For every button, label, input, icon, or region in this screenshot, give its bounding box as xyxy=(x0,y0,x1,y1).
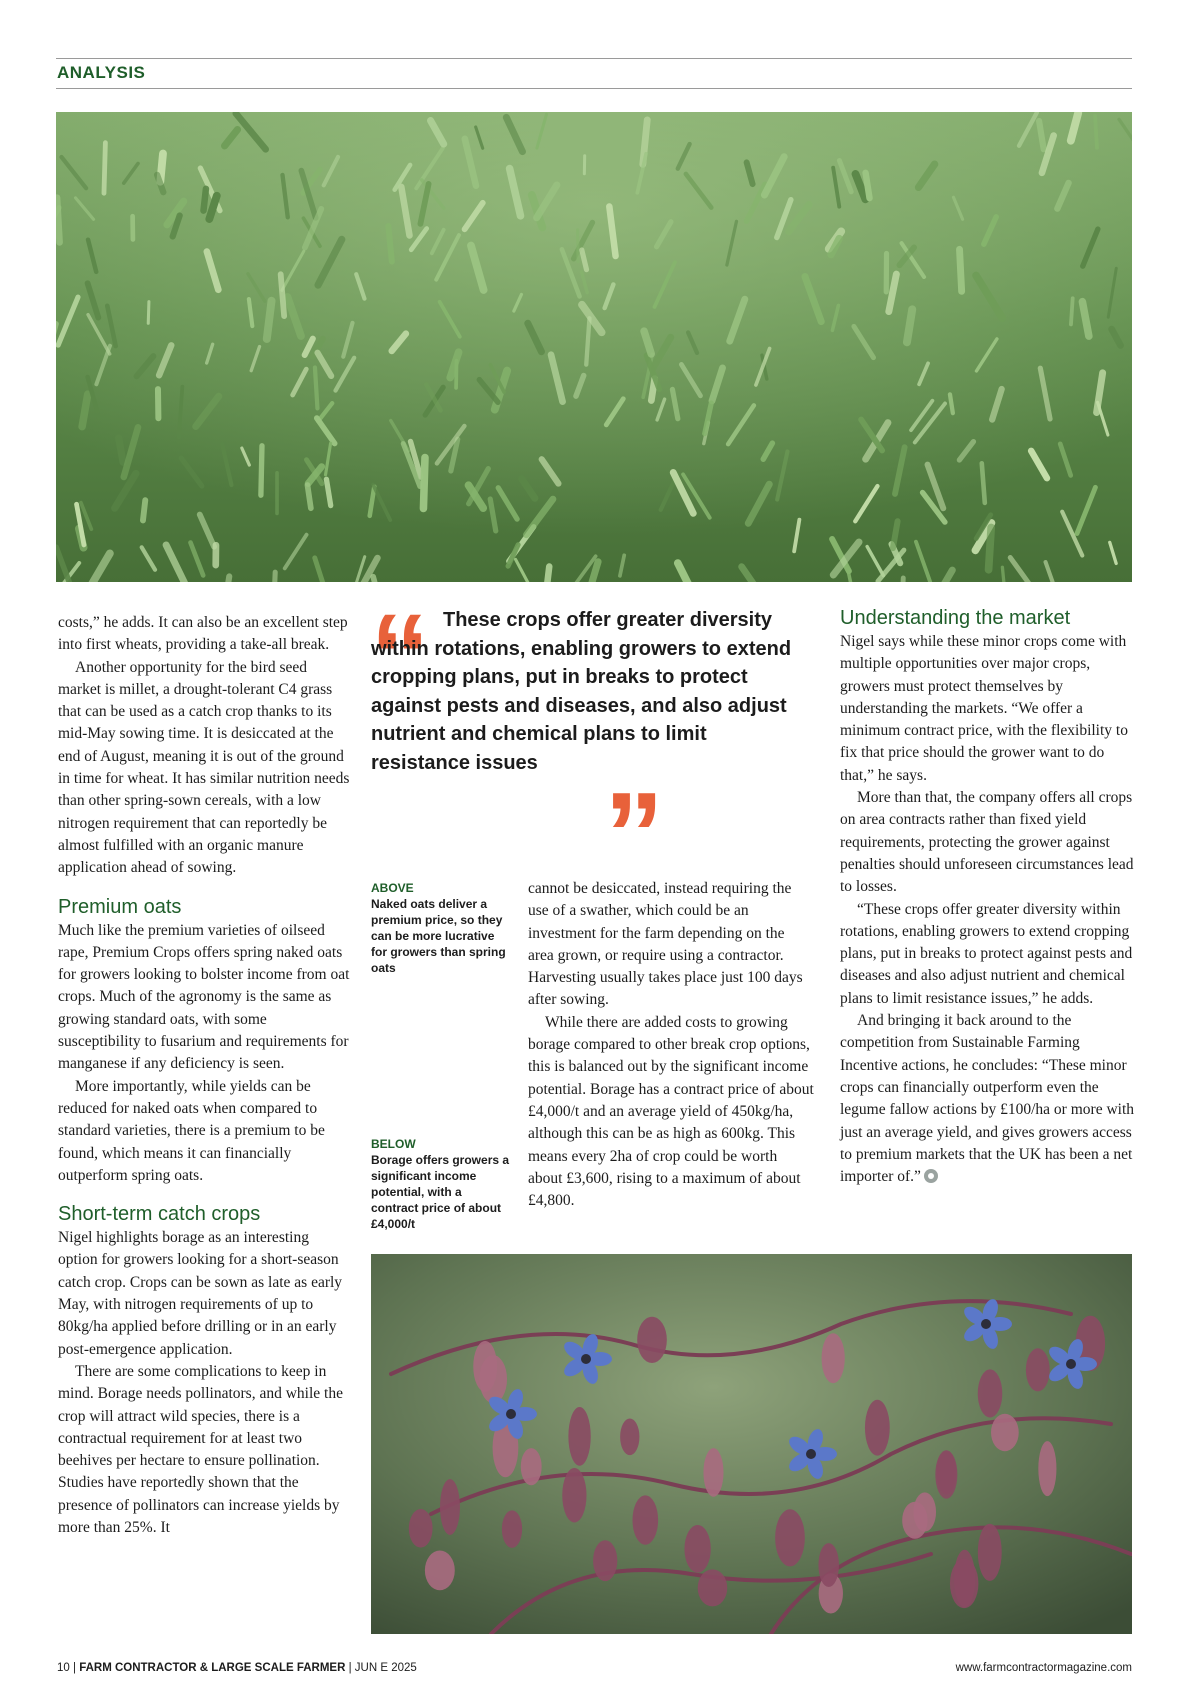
footer-separator: | xyxy=(345,1662,355,1674)
magazine-title: FARM CONTRACTOR & LARGE SCALE FARMER xyxy=(79,1662,346,1674)
body-paragraph: Much like the premium varieties of oilseed rape, Premium Crops offers spring naked oats for growers looking to bolster income from oat crops. Much of the agronomy is the same as growing standard oats, with some susceptibility to fusarium and requirements for manganese if any deficiency is seen. xyxy=(58,921,350,1073)
column-left xyxy=(58,612,350,1539)
footer-separator: | xyxy=(69,1662,80,1674)
body-paragraph: “These crops offer greater diversity within rotations, enabling growers to extend cropping plans, put in breaks to protect against pests and diseases and also adjust nutrient and chemical plans to limit resistance issues,” he adds. xyxy=(840,900,1133,1007)
page-number: 10 xyxy=(57,1662,70,1674)
body-paragraph: Nigel says while these minor crops come with multiple opportunities over major crops, growers must protect themselves by understanding the markets. “We offer a minimum contract price, with the flexibility to fix that price should the grower want to do that,” he says. xyxy=(840,633,1128,784)
caption-label: ABOVE xyxy=(371,881,414,895)
footer-left xyxy=(57,1662,417,1674)
footer-url: www.farmcontractormagazine.com xyxy=(955,1662,1132,1674)
subheading-premium-oats: Premium oats xyxy=(58,895,182,918)
body-paragraph: More importantly, while yields can be reduced for naked oats when compared to standard varieties, there is a premium to be found, which means it can financially outperform spring oats. xyxy=(58,1077,325,1184)
body-paragraph: Nigel highlights borage as an interesting option for growers looking for a short-season catch crop. Crops can be sown as late as early May, with nitrogen requirements of up to 80kg/ha applied before drilling or in an early post-emergence application. xyxy=(58,1229,343,1358)
body-paragraph: Another opportunity for the bird seed market is millet, a drought-tolerant C4 grass that can be used as a catch crop thanks to its mid-May sowing time. It is desiccated at the end of August, meaning it is out of the ground in time for wheat. It has similar nutrition needs than other spring-sown cereals, with a low nitrogen requirement that can reportedly be almost fulfilled with an organic manure application ahead of sowing. xyxy=(58,658,350,877)
body-paragraph: While there are added costs to growing borage compared to other break crop options, this is balanced out by the significant income potential. Borage has a contract price of about £4,000/t and an average yield of 450kg/ha, although this can be as high as 600kg. This means every 2ha of crop could be worth about £3,600, rising to a maximum of about £4,800. xyxy=(528,1013,814,1210)
column-right xyxy=(840,605,1134,1188)
caption-text: Borage offers growers a significant income potential, with a contract price of about £4,000/t xyxy=(371,1153,510,1231)
caption-below xyxy=(371,1136,511,1232)
oats-crop-photo xyxy=(56,112,1132,582)
caption-above xyxy=(371,880,511,976)
body-paragraph: costs,” he adds. It can also be an excellent step into first wheats, providing a take-all break. xyxy=(58,614,348,654)
pull-quote-text: These crops offer greater diversity within rotations, enabling growers to extend cropping plans, put in breaks to protect against pests and diseases, and also adjust nutrient and chemical plans to limit resistance issues xyxy=(371,609,792,774)
body-paragraph: cannot be desiccated, instead requiring the use of a swather, which could be an investment for the farm depending on the area grown, or require using a contractor. Harvesting usually takes place just 100 days after sowing. xyxy=(528,880,803,1009)
body-paragraph xyxy=(840,1010,1134,1188)
top-rule xyxy=(56,58,1132,59)
open-quote-mark: “ xyxy=(370,589,430,723)
pull-quote xyxy=(371,606,811,777)
section-label: ANALYSIS xyxy=(57,63,146,82)
issue-date: JUN E 2025 xyxy=(354,1662,417,1674)
end-mark-icon xyxy=(924,1169,938,1183)
borage-flowers-photo xyxy=(371,1254,1132,1634)
caption-text: Naked oats deliver a premium price, so they can be more lucrative for growers than spring oats xyxy=(371,897,506,975)
header-rule xyxy=(56,88,1132,89)
body-paragraph: More than that, the company offers all crops on area contracts rather than fixed yield requirements, protecting the grower against penalties should unforeseen circumstances lead to losses. xyxy=(840,789,1134,896)
close-quote-mark: ” xyxy=(604,768,664,902)
subheading-catch-crops: Short-term catch crops xyxy=(58,1203,261,1226)
column-middle xyxy=(528,878,814,1212)
body-paragraph: There are some complications to keep in mind. Borage needs pollinators, and while the crop will attract wild species, there is a contractual requirement for at least two beehives per hectare to ensure pollination. Studies have reportedly shown that the presence of pollinators can increase yields by more than 25%. It xyxy=(58,1362,343,1536)
caption-label: BELOW xyxy=(371,1137,416,1151)
closing-paragraph-text: And bringing it back around to the competition from Sustainable Farming Incentive actions, he concludes: “These minor crops can financially outperform even the legume fallow actions by £100/ha or more with just an average yield, and gives growers access to premium markets that the UK has been a net importer of.” xyxy=(840,1012,1135,1186)
subheading-market: Understanding the market xyxy=(840,607,1071,629)
